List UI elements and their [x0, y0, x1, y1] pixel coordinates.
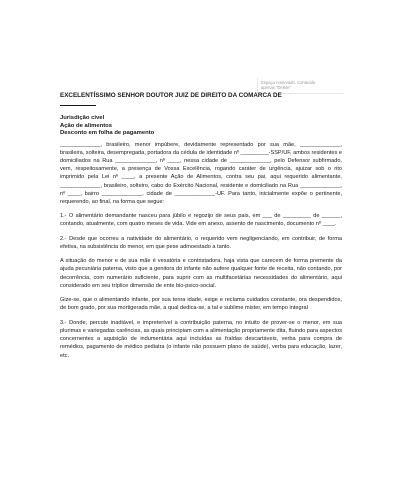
note-line-1: Espaço reservado. Conteúdo [261, 80, 316, 85]
paragraph-2: 2.- Desde que ocorreu a natividade do alimentário, o requerido vem negligenciando, em contribuir, de forma efetiva, na subsistência do menor, em que pese admoestado a tanto. [60, 235, 342, 250]
action-heading: Ação de alimentos [60, 122, 113, 129]
header-blank [60, 100, 96, 106]
paragraph-care: Gize-se, que o alimentando infante, por sua tenra idade, exige e reclama cuidados constante, ora despendidos, de bom grado, por sua mortigerada mãe, a qual dedica-se, a tal e sublime mister, em tempo integral [60, 297, 342, 312]
paragraph-situation: A situação do menor e de sua mãe é vexatória e contristadora, haja vista que carecem de forma premente da ajuda pecuniária paterna, visto que a genitora do infante não aufere qualquer fonte de receita, não contando, por decorrência, com numerário suficiente, para suprir com as multifacetárias necessidades do alimentário, aqui considerado em seu tríplice dimensão de ente bio-psico-social. [60, 258, 342, 289]
paragraph-3: 3.- Donde, percute inadiável, e impreterível a contribuição paterna, no intuito de prover-se o menor, em sua plurimas e variegadas carências, as quais principiam com a alimentação propriamente dita, fluindo para aspectos concernentes a aquisição de indumentária aqui incluídas as fraldas descartáveis, verba para compra de remédios, pagamento de médico pediatra (o infante não possuem plano de saúde), verba para educação, lazer, etc. [60, 319, 342, 359]
note-line-2: apenas "Delete" [261, 85, 291, 91]
header-blank-line [60, 100, 342, 109]
paragraph-1: 1.- O alimentário demandante nasceu para júbilo e regozijo de seus pais, em ___ de _________ de ______, contando, atualmente, com quatro meses de vida. Vide em anexo, assento de nascimento, documento nº ____. [60, 213, 342, 228]
document-page [60, 92, 342, 366]
paragraph-qualification: _____________, brasileiro, menor impúbere, devidamente representado por sua mãe, _____________, brasileira, solteira, desempregada, portadora da cédula de identidade nº _________-SSP/UF, ambos residentes e domiciliados na Rua _____________, nº ____, nessa cidade de _____________, pelo Defensor subfirmado, vem, respeitosamente, a presença de Vossa Excelência, rogando caráter de urgência, ajuizar sob o rito imprimido pela Lei nº ____, a presente Ação de Alimentos, contra seu pai, aqui requerido alimentante, _____________, brasileiro, solteiro, cabo do Exército Nacional, residente e domiciliado na Rua _____________, nº ____, bairro _____________, cidade de _____________-UF. Para tanto, inicialmente expõe o pertinente, requerendo, ao final, na forma que segue: [60, 141, 342, 206]
payroll-heading: Desconto em folha de pagamento [60, 130, 155, 137]
document-header: EXCELENTÍSSIMO SENHOR DOUTOR JUIZ DE DIREITO DA COMARCA DE [60, 92, 282, 99]
jurisdiction-heading: Jurisdição cível [60, 115, 105, 122]
